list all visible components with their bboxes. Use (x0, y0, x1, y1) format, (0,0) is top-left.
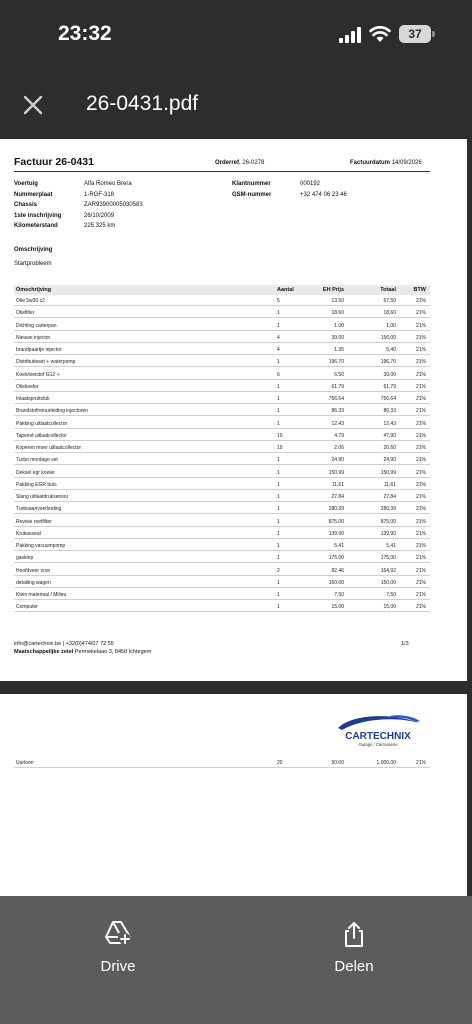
field-label: Klantnummer (232, 181, 271, 187)
cell-quantity: 2 (277, 567, 280, 574)
cell-total: 47,90 (383, 432, 396, 439)
cell-quantity: 1 (277, 604, 280, 611)
status-time: 23:32 (58, 22, 112, 45)
order-reference: Orderref. 26-0278 (215, 160, 265, 166)
cell-quantity: 6 (277, 371, 280, 378)
cell-total: 61,79 (383, 383, 396, 390)
table-row (14, 468, 430, 478)
cell-quantity: 1 (277, 408, 280, 415)
cell-vat: 21% (415, 347, 426, 353)
cell-quantity: 4 (277, 347, 280, 353)
share-icon (340, 920, 368, 948)
table-row (14, 529, 430, 539)
cell-vat: 21% (415, 322, 426, 329)
share-label: Delen (334, 958, 374, 975)
cell-unit-price: 756.64 (328, 396, 344, 402)
cell-vat: 21% (415, 543, 426, 549)
cell-quantity: 4 (277, 334, 280, 341)
file-name: 26-0431.pdf (86, 92, 199, 115)
cell-quantity: 1 (277, 543, 280, 549)
cell-description: Brandstofretourleiding injectoren (16, 408, 88, 415)
cell-vat: 21% (415, 396, 426, 402)
cell-unit-price: 13.50 (331, 298, 344, 304)
cell-description: Revisie roetfilter (16, 518, 52, 525)
cell-description: Deksel egr koeler (16, 469, 55, 476)
bottom-action-bar (0, 896, 472, 1024)
cell-description: Distributieset + waterpomp (16, 359, 76, 366)
cell-description: Turboaanvoerleiding (16, 506, 62, 513)
cell-unit-price: 7.50 (334, 592, 344, 598)
cell-unit-price: 24.90 (331, 457, 344, 464)
cell-unit-price: 280.39 (328, 506, 344, 513)
cell-total: 27,84 (383, 494, 396, 500)
table-header (14, 285, 430, 295)
page-number: 1/3 (401, 641, 409, 647)
table-row (14, 504, 430, 514)
table-row (14, 345, 430, 355)
share-button[interactable] (294, 914, 414, 984)
cell-quantity: 1 (277, 592, 280, 598)
field-value: 225.325 km (84, 223, 116, 229)
col-total: Totaal (380, 287, 396, 293)
battery-tip (432, 31, 435, 37)
vehicle-field (14, 223, 115, 233)
table-row (14, 541, 430, 551)
divider (14, 171, 430, 172)
table-row (14, 382, 430, 392)
footer-contact: info@cartechnix.be | +32(0)474/07 72 55 (14, 641, 114, 647)
cell-vat: 21% (415, 371, 426, 378)
viewer-toolbar (0, 70, 472, 138)
cell-vat: 21% (415, 408, 426, 415)
field-label: 1ste inschrijving (14, 212, 62, 219)
cell-quantity: 1 (277, 359, 280, 366)
battery-indicator: 37 (399, 25, 431, 43)
cell-vat: 21% (415, 298, 426, 304)
cell-total: 7,50 (386, 592, 396, 598)
cell-unit-price: 39.00 (331, 334, 344, 341)
cell-vat: 21% (415, 469, 426, 476)
cell-description: Pakking EGR buis (16, 481, 57, 488)
cell-unit-price: 175.00 (328, 555, 344, 562)
pdf-page-1[interactable] (0, 139, 467, 681)
cellular-signal-icon (339, 27, 363, 43)
cell-unit-price: 2.06 (334, 445, 344, 451)
cell-total: 24,90 (383, 457, 396, 464)
cell-unit-price: 139.90 (328, 530, 344, 537)
cell-vat: 21% (415, 518, 426, 525)
cell-quantity: 1 (277, 494, 280, 500)
table-row (14, 357, 430, 367)
logo-text: CARTECHNIX (345, 731, 411, 742)
table-row (14, 553, 430, 563)
cell-vat: 21% (415, 530, 426, 537)
field-value: Alfa Romeo Brera (84, 181, 132, 187)
table-row (14, 296, 430, 306)
table-row (14, 419, 430, 429)
table-row (14, 443, 430, 453)
field-value: 1-RGF-318 (84, 191, 115, 198)
cell-description: Turbo montage set (16, 457, 58, 464)
cell-vat: 21% (415, 420, 426, 427)
col-unit-price: EH Prijs (322, 287, 344, 293)
table-row (14, 431, 430, 441)
cell-unit-price: 1.35 (334, 347, 344, 353)
cell-total: 196,70 (380, 359, 396, 366)
cell-vat: 21% (415, 506, 426, 513)
cell-unit-price: 86.33 (331, 408, 344, 415)
cell-quantity: 1 (277, 530, 280, 537)
wifi-icon (369, 25, 391, 43)
drive-button[interactable] (58, 914, 178, 984)
table-row (14, 370, 430, 380)
cell-description: gasklep (16, 555, 34, 562)
cartechnix-logo (330, 712, 426, 748)
field-label: GSM-nummer (232, 191, 272, 198)
cell-unit-price: 18.60 (331, 310, 344, 317)
drive-add-icon (104, 920, 132, 946)
cell-description: detailing wagen (16, 579, 51, 586)
cell-unit-price: 5.41 (334, 543, 344, 549)
cell-total: 280,39 (380, 506, 396, 513)
cell-description: Slang uitlaatdruksensor (16, 494, 69, 500)
cell-vat: 21% (415, 310, 426, 317)
cell-vat: 21% (415, 604, 426, 611)
cell-unit-price: 82.46 (331, 567, 344, 574)
cell-quantity: 1 (277, 322, 280, 329)
cell-total: 1,00 (386, 322, 396, 329)
cell-unit-price: 15.00 (331, 604, 344, 611)
field-label: Kilometerstand (14, 223, 58, 229)
client-field (232, 192, 347, 202)
close-icon[interactable] (22, 94, 44, 116)
cell-unit-price: 12.43 (331, 420, 344, 427)
cell-unit-price: 150.99 (328, 469, 344, 476)
vehicle-field (14, 202, 143, 212)
cell-total: 15,00 (383, 604, 396, 611)
cell-quantity: 1 (277, 383, 280, 390)
drive-label: Drive (100, 958, 136, 975)
vehicle-field (14, 181, 132, 191)
cell-quantity: 1 (277, 469, 280, 476)
cell-unit-price: 150.00 (328, 579, 344, 586)
cell-quantity: 10 (277, 432, 283, 439)
cell-description: Pakking vacuumpomp (16, 543, 66, 549)
cell-quantity: 1 (277, 396, 280, 402)
cell-vat: 21% (415, 359, 426, 366)
cell-description: Pakking uitlaatcollector (16, 420, 68, 427)
cell-description: Oliefilter (16, 310, 35, 317)
cell-vat: 21% (415, 494, 426, 500)
cell-total: 67,50 (383, 298, 396, 304)
cell-quantity: 10 (277, 445, 283, 451)
cell-description: Computer (16, 604, 38, 611)
cell-total: 18,60 (383, 310, 396, 317)
table-row (14, 590, 430, 600)
cell-total: 5,40 (386, 347, 396, 353)
cell-total: 175,00 (380, 555, 396, 562)
pdf-page-2[interactable] (0, 694, 467, 896)
col-quantity: Aantal (277, 287, 294, 293)
cell-quantity: 1 (277, 457, 280, 464)
logo-subtext: Garage / Carrosserie (358, 742, 398, 747)
table-row (14, 578, 430, 588)
table-row (14, 492, 430, 502)
col-vat: BTW (413, 287, 426, 293)
cell-quantity: 1 (277, 555, 280, 562)
cell-total: 156,00 (380, 334, 396, 341)
description-text: Startprobleem (14, 261, 52, 267)
cell-vat: 21% (415, 445, 426, 451)
field-value: 000192 (300, 181, 321, 187)
cell-total: 86,33 (383, 408, 396, 415)
cell-unit-price: 61.79 (331, 383, 344, 390)
table-row (14, 455, 430, 465)
description-title: Omschrijving (14, 247, 53, 253)
cell-description: Inlaatspruitstuk (16, 396, 50, 402)
table-row (14, 602, 430, 612)
cell-vat: 21% (415, 579, 426, 586)
cell-unit-price: 4.79 (334, 432, 344, 439)
cell-unit-price: 27.84 (331, 494, 344, 500)
table-row (14, 406, 430, 416)
table-row (14, 321, 430, 331)
cell-quantity: 1 (277, 579, 280, 586)
cell-vat: 21% (415, 592, 426, 598)
cell-unit-price: 875.00 (328, 518, 344, 525)
client-field (232, 181, 320, 191)
vehicle-field (14, 192, 114, 202)
cell-quantity: 1 (277, 506, 280, 513)
vehicle-field (14, 213, 114, 223)
field-label: Nummerplaat (14, 191, 53, 198)
cell-quantity: 1 (277, 518, 280, 525)
cell-description: Hoofdveer voor (16, 567, 51, 574)
field-label: Chassis (14, 202, 38, 208)
cell-unit-price: 11.61 (331, 481, 344, 488)
cell-vat: 21% (415, 383, 426, 390)
cell-description: Olie 5w30 c2 (16, 298, 45, 304)
field-value: ZAR93900005030583 (84, 202, 143, 208)
table-row (14, 394, 430, 404)
cell-description: Tapeind uitlaatcollector (16, 432, 67, 439)
cell-description: Klein materiaal / Milieu (16, 592, 67, 598)
cell-description: Koelvloeistof G12 + (16, 371, 60, 378)
invoice-title: Factuur 26-0431 (14, 156, 94, 168)
cell-total: 39,00 (383, 371, 396, 378)
cell-unit-price: 196.70 (328, 359, 344, 366)
cell-total: 150,00 (380, 579, 396, 586)
cell-quantity: 5 (277, 298, 280, 304)
cell-total: 756,64 (380, 396, 396, 402)
cell-total: 12,43 (383, 420, 396, 427)
cell-total: 11,61 (383, 481, 396, 488)
cell-description: brandpaartje injector (16, 347, 62, 353)
cell-description: Oliekoeler (16, 383, 39, 390)
cell-description: Nieuwe injector (16, 334, 51, 341)
cell-vat: 21% (415, 334, 426, 341)
cell-vat: 21% (415, 555, 426, 562)
cell-quantity: 1 (277, 420, 280, 427)
cell-quantity: 1 (277, 481, 280, 488)
cell-unit-price: 1.00 (334, 322, 344, 329)
cell-total: 150,99 (380, 469, 396, 476)
invoice-date: Factuurdatum 14/09/2026 (350, 160, 422, 166)
cell-total: 20,60 (383, 445, 396, 451)
cell-vat: 21% (415, 567, 426, 574)
cell-description: Krukasseal (16, 530, 41, 537)
table-row (14, 566, 430, 576)
table-row (14, 480, 430, 490)
cell-quantity: 1 (277, 310, 280, 317)
field-value: 26/10/2009 (84, 212, 115, 219)
table-row (14, 517, 430, 527)
table-row (14, 308, 430, 318)
col-description: Omschrijving (16, 287, 52, 293)
table-row: Uurloon 20 50.00 1.000,00 21% (14, 758, 430, 768)
footer-address: Maatschappelijke zetel Permekelaan 3, 8450 Ichtegem (14, 649, 152, 655)
field-value: +32 474 06 23 46 (300, 191, 347, 198)
cell-total: 164,92 (380, 567, 396, 574)
cell-vat: 21% (415, 457, 426, 464)
cell-total: 139,90 (380, 530, 396, 537)
cell-total: 5,41 (386, 543, 396, 549)
cell-total: 875,00 (380, 518, 396, 525)
table-row (14, 333, 430, 343)
status-bar (0, 0, 472, 70)
cell-description: Dichting carterpan (16, 322, 57, 329)
cell-unit-price: 6.50 (334, 371, 344, 378)
cell-vat: 21% (415, 432, 426, 439)
cell-vat: 21% (415, 481, 426, 488)
cell-description: Koperen moer uitlaatcollector (16, 445, 82, 451)
field-label: Voertuig (14, 181, 38, 187)
